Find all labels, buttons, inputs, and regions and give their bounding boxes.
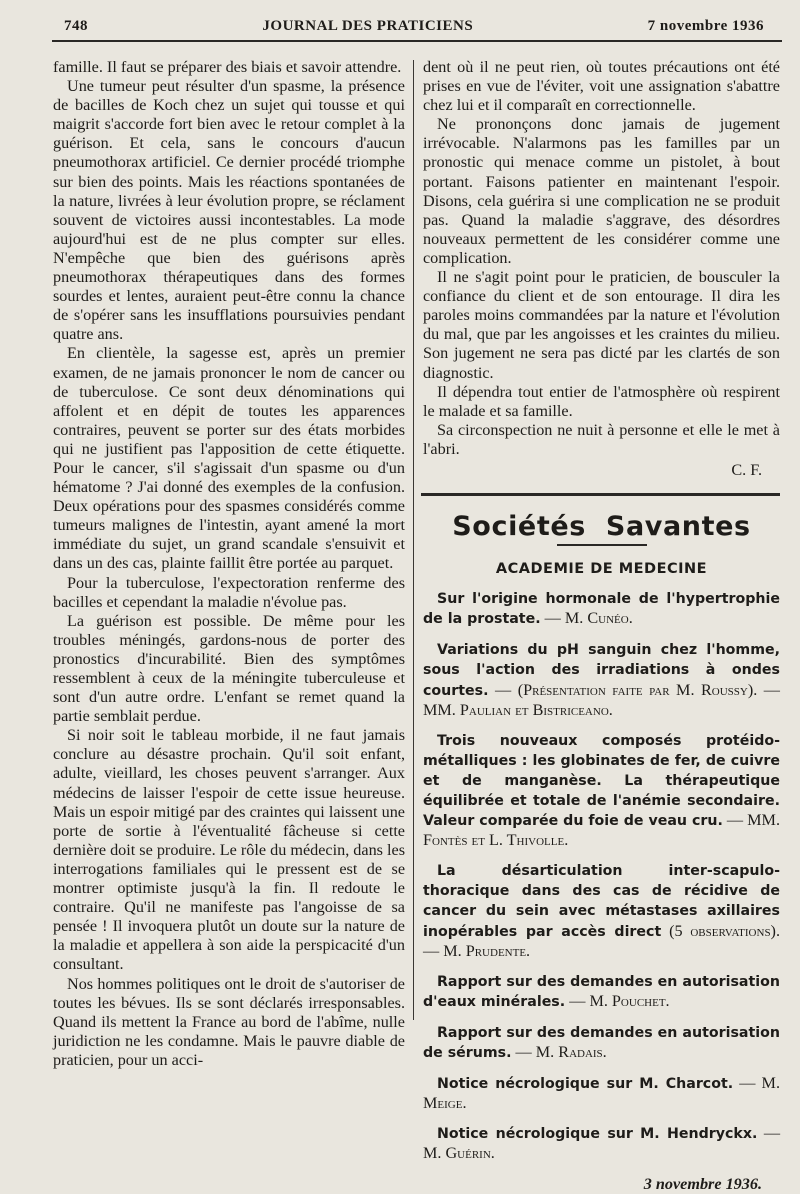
item-title: Variations du pH sanguin chez l'homme, sous l'action des irradiations à ondes courtes. [423,642,780,699]
item-authors: — MM. Fontès et L. Thivolle. [423,811,780,850]
running-header [64,18,764,40]
right-column [423,58,780,1194]
list-item [423,1023,780,1063]
paragraph: Pour la tuberculose, l'expectoration renferme des bacilles et cependant la maladie n'évolue pas. [53,573,405,611]
column-divider [413,60,414,1020]
item-authors: — M. Radais. [515,1043,607,1062]
paragraph: Sa circonspection ne nuit à personne et elle le met à l'abri. [423,420,780,458]
item-authors: — M. Guérin. [423,1124,781,1163]
communications-list [423,589,780,1163]
page-number: 748 [64,18,88,34]
item-authors: — (Présentation faite par M. Roussy). — MM. Paulian et Bistriceano. [423,680,780,719]
title-underline [557,544,647,546]
item-title: Rapport sur des demandes en autorisation de sérums. [423,1024,780,1062]
item-title: La désarticulation inter-scapulo-thoracique dans des cas de récidive de cancer du sein avec métastases axillaires inopérables par accès direct [423,863,780,940]
header-rule [52,40,782,42]
item-title: Notice nécrologique sur M. Charcot. [437,1076,734,1093]
journal-title: JOURNAL DES PRATICIENS [262,18,474,34]
author-signature: C. F. [731,460,762,479]
session-date [423,1175,780,1194]
list-item [423,731,780,851]
section-title: Sociétés Savantes [452,511,751,543]
paragraph: Une tumeur peut résulter d'un spasme, la présence de bacilles de Koch chez un sujet qui tousse et qui maigrit s'accorde fort bien avec le retour complet à la guérison. Et cela, sans le concours d'aucun pneumothorax artificiel. Ce dernier procédé triomphe sur bien des points. Mais les réactions spontanées de la nature, livrées à leur évolution propre, se réclament souvent de victoires aussi incontestables. La mode aujourd'hui est de ne plus compter sur elles. N'empêche que bien des guérisons après pneumothorax thérapeutiques dans des formes sourdes et lentes, auraient peut-être connu la chance de s'opérer sans les insufflations poursuivies pendant quatre ans. [53,77,405,344]
paragraph: Il ne s'agit point pour le praticien, de bousculer la confiance du client et de son entourage. Il dira les paroles moins commandées par la nature et l'évolution du mal, que par les angoisses et les craintes du milieu. Son jugement ne sera pas dicté par les clartés de son diagnostic. [423,268,780,382]
list-item [423,640,780,719]
section-rule [421,493,780,496]
session-date-text: 3 novembre 1936. [643,1174,762,1193]
item-title: Trois nouveaux composés protéido-métalliques : les globinates de fer, de cuivre et de manganèse. La thérapeutique équilibrée et totale de l'anémie secondaire. Valeur comparée du foie de veau cru. [423,732,780,830]
list-item [423,1074,780,1113]
list-item [423,1124,780,1163]
item-authors: — M. Meige. [423,1074,780,1113]
item-title: Rapport sur des demandes en autorisation d'eaux minérales. [423,973,780,1010]
item-authors: (5 observations). — M. Prudente. [423,921,780,960]
paragraph: En clientèle, la sagesse est, après un premier examen, de ne jamais prononcer le nom de cancer ou de tuberculose. Ce sont deux dénominations qui affolent et en dépit de toutes les apparences contraires, peuvent se porter sur des états morbides qui ne justifient pas l'apposition de cette étiquette. Pour le cancer, s'il s'agissait d'un spasme ou d'un hématome ? J'ai donné des exemples de la confusion. Deux opérations pour des spasmes considérés comme tumeurs malignes de l'intestin, ayant amené la mort immédiate du sujet, un grand scandale s'ensuivit et dans un des cas, plainte faillit être portée au parquet. [53,344,405,573]
academy-subheading: ACADEMIE DE MEDECINE [495,561,708,578]
list-item [423,589,780,629]
item-authors: — M. Cunéo. [544,609,633,628]
left-column [53,58,405,1070]
paragraph: Nos hommes politiques ont le droit de s'autoriser de toutes les bévues. Ils se sont déclarés irresponsables. Quand ils mettent la France au bord de l'abîme, nulle juridiction ne les condamne. Mais le pauvre diable de praticien, pour un acci- [53,974,405,1069]
paragraph: dent où il ne peut rien, où toutes précautions ont été prises en vue de l'éviter, voit une assignation s'abattre chez lui et il comparaît en correctionnelle. [423,58,780,115]
list-item [423,861,780,960]
item-title: Notice nécrologique sur M. Hendryckx. [437,1126,758,1143]
paragraph: Si noir soit le tableau morbide, il ne faut jamais conclure au désastre prochain. Qu'il soit enfant, adulte, vieillard, les choses peuvent s'arranger. Aux médecins de laisser l'espoir de cette issue heureuse. Mais un espoir mitigé par des craintes qui laissent une porte de sortie à l'éventualité fâcheuse si cette dernière doit se produire. Le rôle du médecin, dans les interrogations familiales qui le pressent est de se montrer optimiste jusqu'à la fin. Il redoute le contraire. Qu'il ne manifeste pas l'angoisse de sa pensée ! Il invoquera plutôt un doute sur la nature de la maladie et appellera à son aide la perspicacité d'un consultant. [53,726,405,974]
paragraph: Il dépendra tout entier de l'atmosphère où respirent le malade et sa famille. [423,382,780,420]
paragraph: famille. Il faut se préparer des biais et savoir attendre. [53,58,402,76]
item-authors: — M. Pouchet. [569,991,670,1010]
item-title: Sur l'origine hormonale de l'hypertrophie de la prostate. [423,591,780,628]
paragraph: La guérison est possible. De même pour les troubles méningés, gardons-nous de porter des pronostics d'incurabilité. Bien des symptômes ressemblent à ceux de la méningite tuberculeuse et sont d'un autre ordre. L'enfant se remet quand la partie semblait perdue. [53,611,405,726]
issue-date: 7 novembre 1936 [647,18,764,34]
list-item [423,972,780,1012]
paragraph: Ne prononçons donc jamais de jugement irrévocable. N'alarmons pas les familles par un pronostic qui menace comme un pistolet, à bout portant. Faisons patienter en maintenant l'espoir. Disons, cela guérira si une complication ne se produit pas. Quand la maladie s'aggrave, des désordres nouveaux permettent de les considérer comme une complication. [423,115,780,267]
